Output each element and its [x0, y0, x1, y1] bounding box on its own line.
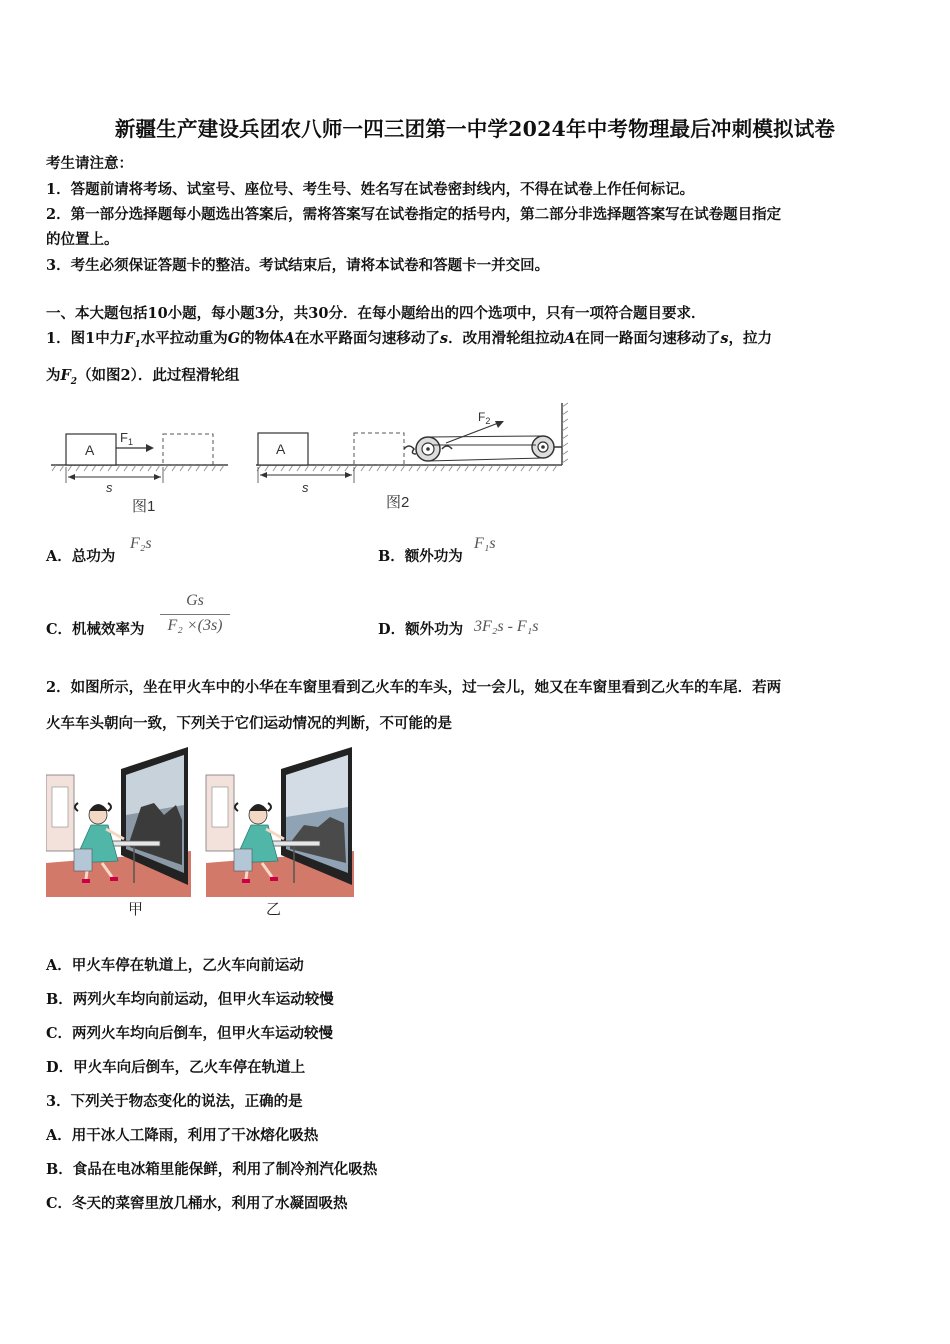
- fraction-bar: [160, 614, 230, 615]
- q1-option-b: B．额外功为: [378, 548, 463, 565]
- section-heading: 一、本大题包括10小题，每小题3分，共30分．在每小题给出的四个选项中，只有一项符合题目要求．: [46, 305, 706, 322]
- svg-text:A: A: [276, 441, 286, 457]
- pulley-figure: [46, 395, 586, 520]
- f2-symbol: $F_2$: [60, 367, 78, 387]
- block-a-fig2-moved: [354, 433, 404, 465]
- svg-text:乙: 乙: [266, 901, 282, 918]
- q1-option-c-denominator: F₂ ×(3s): [167, 617, 223, 634]
- q1-stem-line2: 为$F_2$（如图2）．此过程滑轮组: [46, 367, 240, 387]
- q3-option-a: A．用干冰人工降雨，利用了干冰熔化吸热: [46, 1127, 319, 1144]
- svg-text:s: s: [302, 480, 309, 495]
- q2-stem-line1: 2．如图所示，坐在甲火车中的小华在车窗里看到乙火车的车头，过一会儿，她又在车窗里看到乙火车的车尾．若两: [46, 679, 782, 696]
- panel-jia: [46, 745, 191, 897]
- notice-item-1: 1．答题前请将考场、试室号、座位号、考生号、姓名写在试卷密封线内，不得在试卷上作任何标记。: [46, 181, 695, 198]
- q1-option-c-numerator: Gs: [186, 592, 204, 609]
- svg-text:图1: 图1: [132, 498, 156, 515]
- svg-text:图2: 图2: [386, 494, 410, 511]
- svg-text:F2: $F_2$: [478, 410, 491, 426]
- notice-item-2-cont: 的位置上。: [46, 231, 119, 248]
- q2-option-c: C．两列火车均向后倒车，但甲火车运动较慢: [46, 1025, 334, 1042]
- train-window-illustration: [46, 745, 356, 923]
- q3-option-b: B．食品在电冰箱里能保鲜，利用了制冷剂汽化吸热: [46, 1161, 378, 1178]
- q3-option-c: C．冬天的菜窖里放几桶水，利用了水凝固吸热: [46, 1195, 348, 1212]
- svg-text:A: A: [85, 442, 95, 458]
- f1-symbol: $F_1$: [124, 330, 141, 350]
- q2-option-a: A．甲火车停在轨道上，乙火车向前运动: [46, 957, 304, 974]
- q2-stem-line2: 火车车头朝向一致，下列关于它们运动情况的判断，不可能的是: [46, 715, 452, 732]
- q1-option-a: A．总功为: [46, 548, 116, 565]
- q1-stem-line1: 1．图1中力$F_1$水平拉动重为G的物体A在水平路面匀速移动了s．改用滑轮组拉动A在同一路面匀速移动了s，拉力: [46, 330, 773, 350]
- notice-item-2: 2．第一部分选择题每小题选出答案后，需将答案写在试卷指定的括号内，第二部分非选择题答案写在试卷题目指定: [46, 206, 782, 223]
- page-title: 新疆生产建设兵团农八师一四三团第一中学2024年中考物理最后冲刺模拟试卷: [114, 117, 836, 141]
- q1-option-c: C．机械效率为: [46, 621, 145, 638]
- notice-heading: 考生请注意：: [46, 155, 133, 172]
- svg-text:甲: 甲: [128, 901, 144, 918]
- q1-option-d: D．额外功为: [378, 621, 464, 638]
- q1-option-b-formula: F₁s: [474, 535, 496, 552]
- q1-option-d-formula: 3F₂s - F₁s: [474, 618, 539, 635]
- block-a-fig1-moved: [163, 434, 213, 465]
- panel-yi: [206, 745, 354, 897]
- q1-option-a-formula: F₂s: [130, 535, 152, 552]
- q3-stem: 3．下列关于物态变化的说法，正确的是: [46, 1093, 303, 1110]
- svg-text:F1: $F_1$: [120, 430, 133, 447]
- svg-text:s: s: [106, 480, 113, 495]
- q2-option-d: D．甲火车向后倒车，乙火车停在轨道上: [46, 1059, 306, 1076]
- q2-option-b: B．两列火车均向前运动，但甲火车运动较慢: [46, 991, 334, 1008]
- notice-item-3: 3．考生必须保证答题卡的整洁。考试结束后，请将本试卷和答题卡一并交回。: [46, 257, 550, 274]
